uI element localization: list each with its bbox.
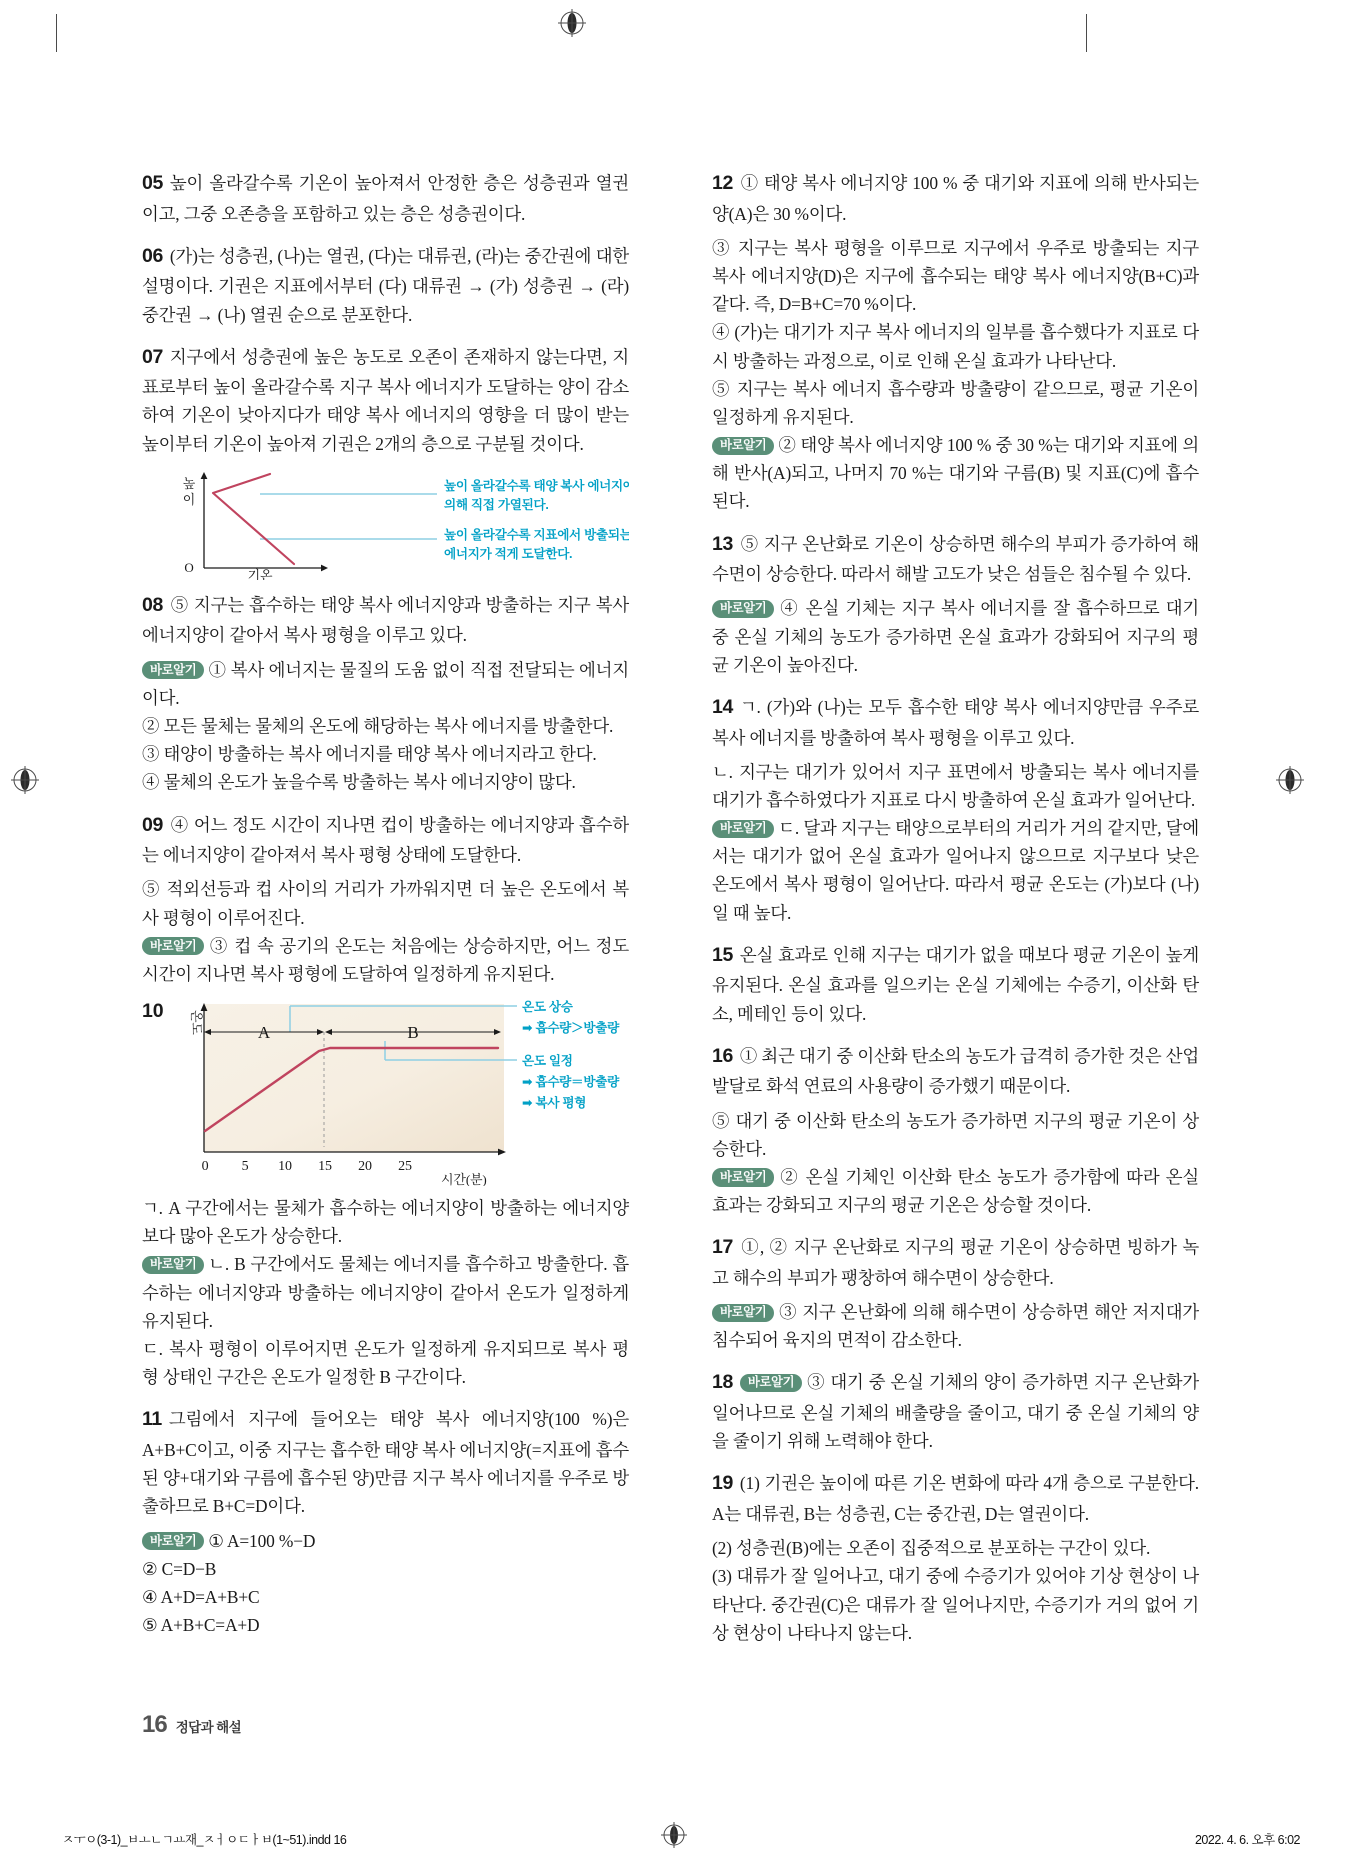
answer-note: [142, 875, 629, 931]
answer-item-19: [712, 1468, 1199, 1528]
answer-note: [142, 1555, 629, 1583]
answer-note: [712, 1163, 1199, 1219]
note-text: ⑤ 대기 중 이산화 탄소의 농도가 증가하면 지구의 평균 기온이 상승한다.: [712, 1110, 1199, 1159]
item-number: 05: [142, 172, 163, 194]
figure-y-axis-label: 높: [182, 475, 196, 491]
x-tick-15: 15: [318, 1159, 332, 1175]
page-folio: [142, 1711, 241, 1739]
note-text: (3) 대류가 잘 일어나고, 대기 중에 수증기가 있어야 기상 현상이 나타난다. 중간권(C)은 대류가 잘 일어나지만, 수증기가 거의 없어 기상 현상이 나타나지 않는다.: [712, 1566, 1199, 1643]
note-text: (2) 성층권(B)에는 오존이 집중적으로 분포하는 구간이 있다.: [712, 1538, 1151, 1559]
registration-mark-bottom: [660, 1821, 688, 1854]
note-text: ④ (가)는 대기가 지구 복사 에너지의 일부를 흡수했다가 지표로 다시 방출하는 과정으로, 이로 인해 온실 효과가 나타난다.: [712, 322, 1199, 371]
item-number: 14: [712, 695, 733, 718]
answer-note: [712, 594, 1199, 679]
registration-mark-top: [557, 8, 587, 38]
segment-label-a: A: [257, 1023, 271, 1043]
chart-annotation-a-line1: 온도 상승: [522, 1000, 573, 1015]
answer-note: [712, 234, 1199, 319]
note-text: ⑤ A+B+C=A+D: [142, 1615, 260, 1636]
figure-height-vs-temperature: [142, 468, 629, 580]
answer-note: [142, 1611, 629, 1639]
answer-item-13: [712, 529, 1199, 589]
answer-note: [712, 431, 1199, 516]
item-body: ④ 어느 정도 시간이 지나면 컵이 방출하는 에너지양과 흡수하는 에너지양이 같아져서 복사 평형 상태에 도달한다.: [142, 814, 629, 866]
barrow-algi-badge: 바로알기: [142, 1532, 204, 1550]
answer-item-12: [712, 168, 1199, 228]
answer-note: [712, 375, 1199, 431]
note-text: ⑤ 지구는 복사 에너지 흡수량과 방출량이 같으므로, 평균 기온이 일정하게 유지된다.: [712, 378, 1199, 427]
answer-item-09: [142, 810, 629, 870]
item-body: 그림에서 지구에 들어오는 태양 복사 에너지양(100 %)은 A+B+C이고, 이중 지구는 흡수한 태양 복사 에너지양(=지표에 흡수된 양+대기와 구름에 흡수된 양)만큼 지구 복사 에너지를 우주로 방출하므로 B+C=D이다.: [142, 1409, 629, 1517]
item-number: 07: [142, 345, 163, 368]
note-text: ㄷ. 복사 평형이 이루어지면 온도가 일정하게 유지되므로 복사 평형 상태인 구간은 온도가 일정한 B 구간이다.: [142, 1339, 629, 1388]
note-text: ⑤ 적외선등과 컵 사이의 거리가 가까워지면 더 높은 온도에서 복사 평형이 이루어진다.: [142, 879, 629, 928]
x-tick-25: 25: [398, 1159, 412, 1175]
figure-annotation-1-line1: 높이 올라갈수록 태양 복사 에너지에: [444, 478, 629, 493]
answer-item-08: [142, 590, 629, 650]
answer-note: [142, 656, 629, 712]
figure-annotation-1-line2: 의해 직접 가열된다.: [444, 497, 549, 512]
figure-x-axis-label: 기온: [247, 567, 273, 580]
chart-annotation-a-line2: ➡ 흡수량＞방출량: [522, 1021, 619, 1036]
folio-label: 정답과 해설: [175, 1720, 242, 1735]
note-text: ③ 컵 속 공기의 온도는 처음에는 상승하지만, 어느 정도 시간이 지나면 복사 평형에 도달하여 일정하게 유지된다.: [142, 935, 629, 984]
x-tick-10: 10: [278, 1159, 292, 1175]
answer-item-17: [712, 1232, 1199, 1292]
x-tick-0: 0: [201, 1159, 209, 1175]
item-number: 18: [712, 1371, 733, 1394]
answer-item-18: [712, 1367, 1199, 1455]
note-text: ① A=100 %−D: [208, 1530, 316, 1551]
item-body: 온실 효과로 인해 지구는 대기가 없을 때보다 평균 기온이 높게 유지된다. 온실 효과를 일으키는 온실 기체에는 수증기, 이산화 탄소, 메테인 등이 있다.: [712, 944, 1199, 1024]
folio-page-number: 16: [142, 1711, 167, 1738]
answer-note: [712, 1534, 1199, 1562]
barrow-algi-badge: 바로알기: [142, 661, 204, 679]
note-text: ④ A+D=A+B+C: [142, 1586, 260, 1607]
svg-text:이: 이: [182, 491, 196, 507]
crop-mark-top-left: [56, 14, 57, 52]
barrow-algi-badge: 바로알기: [142, 1256, 204, 1274]
answer-note: [712, 758, 1199, 814]
answer-note: [142, 712, 629, 740]
item-body: ⑤ 지구는 흡수하는 태양 복사 에너지양과 방출하는 지구 복사 에너지양이 같아서 복사 평형을 이루고 있다.: [142, 594, 629, 646]
x-tick-20: 20: [358, 1159, 372, 1175]
answer-note: [712, 814, 1199, 927]
note-text: ㄴ. 지구는 대기가 있어서 지구 표면에서 방출되는 복사 에너지를 대기가 흡수하였다가 지표로 다시 방출하여 온실 효과가 일어난다.: [712, 761, 1199, 810]
x-tick-5: 5: [241, 1159, 249, 1175]
item-number: 17: [712, 1236, 733, 1259]
answer-note: [142, 1194, 629, 1250]
chart-annotation-b-line1: 온도 일정: [522, 1054, 573, 1069]
answer-item-07: [142, 342, 629, 458]
item-body: ③ 대기 중 온실 기체의 양이 증가하면 지구 온난화가 일어나므로 온실 기체의 배출량을 줄이고, 대기 중 온실 기체의 양을 줄이기 위해 노력해야 한다.: [712, 1372, 1199, 1452]
note-text: ④ 온실 기체는 지구 복사 에너지를 잘 흡수하므로 대기 중 온실 기체의 농도가 증가하면 온실 효과가 강화되어 지구의 평균 기온이 높아진다.: [712, 598, 1199, 675]
registration-mark-right: [1275, 765, 1305, 795]
item-body: ①, ② 지구 온난화로 지구의 평균 기온이 상승하면 빙하가 녹고 해수의 부피가 팽창하여 해수면이 상승한다.: [712, 1237, 1199, 1288]
item-body: ① 최근 대기 중 이산화 탄소의 농도가 급격히 증가한 것은 산업 발달로 화석 연료의 사용량이 증가했기 때문이다.: [712, 1045, 1199, 1097]
item-number: 15: [712, 943, 733, 966]
figure-annotation-2-line2: 에너지가 적게 도달한다.: [444, 546, 573, 561]
crop-mark-top-right: [1086, 14, 1087, 52]
note-text: ㄱ. A 구간에서는 물체가 흡수하는 에너지양이 방출하는 에너지양보다 많아 온도가 상승한다.: [142, 1198, 629, 1247]
item-body: (가)는 성층권, (나)는 열권, (다)는 대류권, (라)는 중간권에 대한 설명이다. 기권은 지표에서부터 (다) 대류권 → (가) 성층권 → (라) 중간권 → (나) 열권 순으로 분포한다.: [142, 245, 629, 325]
barrow-algi-badge: 바로알기: [712, 1168, 774, 1186]
item-number: 08: [142, 593, 163, 616]
answer-item-14: [712, 692, 1199, 752]
answer-item-15: [712, 940, 1199, 1028]
barrow-algi-badge: 바로알기: [712, 1304, 774, 1322]
item-number: 06: [142, 244, 163, 267]
right-column: [712, 168, 1199, 1647]
answer-item-06: [142, 241, 629, 329]
item-body: ⑤ 지구 온난화로 기온이 상승하면 해수의 부피가 증가하여 해수면이 상승한다. 따라서 해발 고도가 낮은 섬들은 침수될 수 있다.: [712, 533, 1199, 585]
note-text: ② 태양 복사 에너지양 100 % 중 30 %는 대기와 지표에 의해 반사(A)되고, 나머지 70 %는 대기와 구름(B) 및 지표(C)에 흡수된다.: [712, 435, 1199, 512]
answer-note: [142, 1250, 629, 1335]
barrow-algi-badge: 바로알기: [712, 820, 774, 838]
answer-note: [142, 1583, 629, 1611]
item-body: 지구에서 성층권에 높은 농도로 오존이 존재하지 않는다면, 지표로부터 높이 올라갈수록 지구 복사 에너지가 도달하는 양이 감소하여 기온이 낮아지다가 태양 복사 에너지의 영향을 더 많이 받는 높이부터 기온이 높아져 기권은 2개의 층으로 구분될 것이다.: [142, 346, 629, 454]
answer-note: [142, 932, 629, 988]
answer-note: [142, 768, 629, 796]
item-body: 높이 올라갈수록 기온이 높아져서 안정한 층은 성층권과 열권이고, 그중 오존층을 포함하고 있는 층은 성층권이다.: [142, 173, 629, 224]
figure-origin-label: O: [184, 559, 194, 575]
note-text: ① 복사 에너지는 물질의 도움 없이 직접 전달되는 에너지이다.: [142, 659, 629, 708]
chart-annotation-b-line2: ➡ 흡수량＝방출량: [522, 1075, 619, 1090]
answer-item-05: [142, 168, 629, 228]
item-body: ㄱ. (가)와 (나)는 모두 흡수한 태양 복사 에너지양만큼 우주로 복사 에너지를 방출하여 복사 평형을 이루고 있다.: [712, 696, 1199, 748]
answer-note: [142, 740, 629, 768]
item-number: 11: [142, 1408, 162, 1431]
answer-item-11: [142, 1404, 629, 1520]
note-text: ② 모든 물체는 물체의 온도에 해당하는 복사 에너지를 방출한다.: [142, 716, 614, 736]
item-number: 19: [712, 1472, 733, 1495]
barrow-algi-badge: 바로알기: [712, 600, 774, 618]
note-text: ③ 지구 온난화에 의해 해수면이 상승하면 해안 저지대가 침수되어 육지의 면적이 감소한다.: [712, 1302, 1199, 1351]
note-text: ③ 지구는 복사 평형을 이루므로 지구에서 우주로 방출되는 지구 복사 에너지양(D)은 지구에 흡수되는 태양 복사 에너지양(B+C)과 같다. 즉, D=B+C=70 %이다.: [712, 237, 1199, 315]
note-text: ③ 태양이 방출하는 복사 에너지를 태양 복사 에너지라고 한다.: [142, 744, 597, 765]
item-body: ① 태양 복사 에너지양 100 % 중 대기와 지표에 의해 반사되는 양(A)은 30 %이다.: [712, 173, 1199, 224]
segment-label-b: B: [407, 1023, 419, 1043]
note-text: ④ 물체의 온도가 높을수록 방출하는 복사 에너지양이 많다.: [142, 772, 576, 793]
answer-note: [712, 1562, 1199, 1647]
chart-annotation-b-line3: ➡ 복사 평형: [522, 1096, 587, 1111]
note-text: ㄴ. B 구간에서도 물체는 에너지를 흡수하고 방출한다. 흡수하는 에너지양과 방출하는 에너지양이 같아서 온도가 일정하게 유지된다.: [142, 1254, 629, 1331]
print-slug-filename: ㅈㅜㅇ(3-1)_ㅂㅗㄴㄱㅛ재_ㅈㅓㅇㄷㅏㅂ(1~51).indd 16: [62, 1833, 347, 1847]
item-body: (1) 기권은 높이에 따른 기온 변화에 따라 4개 층으로 구분한다. A는 대류권, B는 성층권, C는 중간권, D는 열권이다.: [712, 1473, 1199, 1524]
barrow-algi-badge: 바로알기: [142, 937, 204, 955]
answer-note: [712, 1298, 1199, 1354]
print-slug-timestamp: 2022. 4. 6. 오후 6:02: [1194, 1833, 1300, 1847]
answer-note: [712, 1107, 1199, 1163]
answer-note: [142, 1527, 629, 1555]
barrow-algi-badge: 바로알기: [712, 437, 774, 455]
left-column: [142, 168, 629, 1639]
note-text: ② C=D−B: [142, 1558, 217, 1579]
figure-annotation-2-line1: 높이 올라갈수록 지표에서 방출되는: [444, 527, 629, 542]
item-number: 13: [712, 532, 733, 555]
item-number: 10: [142, 1000, 164, 1023]
answer-item-16: [712, 1041, 1199, 1101]
note-text: ㄷ. 달과 지구는 태양으로부터의 거리가 거의 같지만, 달에서는 대기가 없어 온실 효과가 일어나지 않으므로 지구보다 낮은 온도에서 복사 평형이 일어난다. 따라서 평균 온도는 (가)보다 (나)일 때 높다.: [712, 818, 1199, 923]
chart-x-axis-label: 시간(분): [441, 1172, 487, 1187]
answer-note: [142, 1335, 629, 1391]
note-text: ② 온실 기체인 이산화 탄소 농도가 증가함에 따라 온실 효과는 강화되고 지구의 평균 기온은 상승할 것이다.: [712, 1166, 1199, 1216]
registration-mark-left: [10, 765, 40, 795]
item-number: 09: [142, 813, 163, 836]
figure-temperature-vs-time: [142, 994, 629, 1186]
chart-y-axis-label: 온도: [189, 1010, 204, 1035]
barrow-algi-badge: 바로알기: [740, 1374, 802, 1392]
item-number: 12: [712, 172, 733, 194]
answer-note: [712, 318, 1199, 374]
item-number: 16: [712, 1044, 733, 1067]
